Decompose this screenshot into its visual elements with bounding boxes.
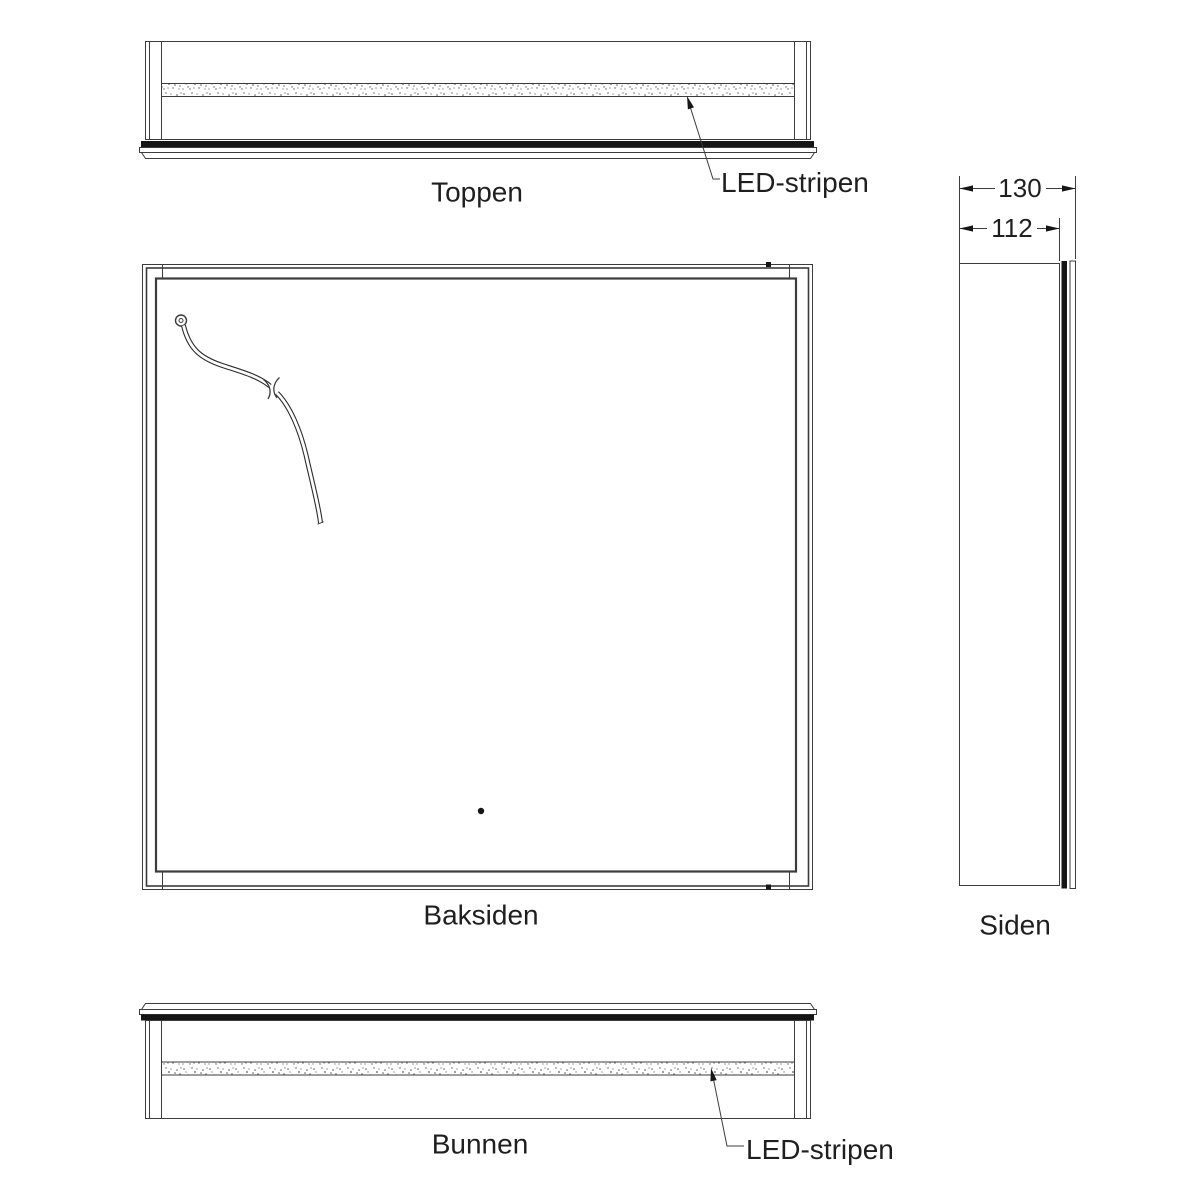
top-view-drawing <box>140 42 817 180</box>
led-strip-stipple-top <box>162 84 795 97</box>
label-baksiden: Baksiden <box>423 899 539 931</box>
back-view-back-panel <box>156 279 796 872</box>
back-view-top-slot <box>766 262 771 267</box>
bottom-view-drawing <box>140 1004 817 1147</box>
label-siden: Siden <box>979 909 1051 941</box>
bottom-view-mirror-band <box>140 1010 817 1015</box>
bottom-view-mirror-edge-bar <box>141 1015 814 1021</box>
dimension-112-arrow-left <box>960 225 974 231</box>
top-view-mirror-band <box>140 148 817 153</box>
bottom-view-mirror-bevel <box>142 1004 815 1010</box>
top-view-mirror-edge-bar <box>141 141 814 147</box>
dimension-body-depth: 112 <box>991 213 1033 243</box>
dimension-130-arrow-left <box>960 185 974 191</box>
callout-led-strip-bottom: LED-stripen <box>746 1134 894 1165</box>
back-view-drawing <box>143 262 813 890</box>
side-view-mirror-glass <box>1062 261 1068 889</box>
led-strip-stipple-bottom <box>162 1062 795 1075</box>
label-bunnen: Bunnen <box>431 1128 529 1160</box>
label-toppen: Toppen <box>431 176 523 208</box>
dimension-total-depth: 130 <box>998 173 1042 203</box>
side-view-drawing <box>960 173 1076 889</box>
dimension-112-arrow-right <box>1046 225 1060 231</box>
dimension-130-arrow-right <box>1062 185 1076 191</box>
callout-led-strip-top: LED-stripen <box>721 167 869 198</box>
cable-connector-ring <box>176 315 187 326</box>
side-view-front-strip <box>1070 261 1076 889</box>
side-view-body <box>960 264 1060 886</box>
back-view-sensor-dot <box>478 808 484 814</box>
back-view-bottom-slot <box>766 885 771 890</box>
top-view-mirror-bevel <box>142 153 815 159</box>
